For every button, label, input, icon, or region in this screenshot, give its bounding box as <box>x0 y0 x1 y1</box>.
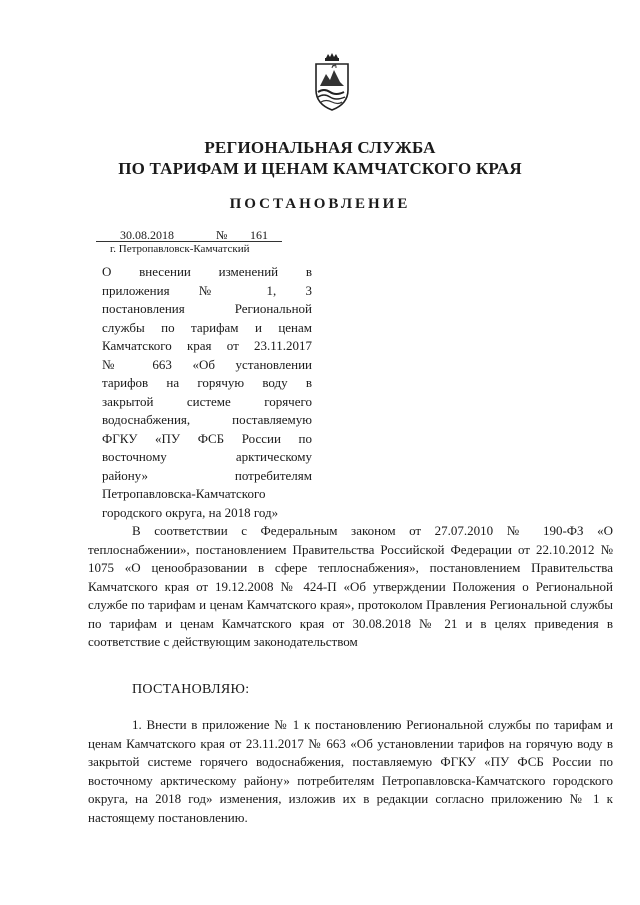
subject-line: постановления Региональной <box>102 301 312 316</box>
subject-line: району» потребителям <box>102 467 312 483</box>
subject-line: приложения № 1, 3 <box>102 282 312 298</box>
coat-of-arms-icon <box>312 52 352 112</box>
subject-line: № 663 «Об установлении <box>102 356 312 372</box>
subject-line: Камчатского края от 23.11.2017 <box>102 338 312 353</box>
document-date: 30.08.2018 <box>120 228 174 242</box>
decree-word: ПОСТАНОВЛЯЮ: <box>132 682 250 697</box>
date-underline <box>96 241 282 242</box>
subject-line: Петропавловска-Камчатского <box>102 486 266 501</box>
preamble-paragraph: В соответствии с Федеральным законом от 27.07.2010 № 190-ФЗ «О теплоснабжении», постановлением Правительства Российской Федерации от 22.10.2012 № 1075 «О ценообразовании в сфере теплоснабжения», постановлением Правительства Камчатского края от 19.12.2008 № 424-П «Об утверждении Положения о Региональной службе по тарифам и ценам Камчатского края», протоколом Правления Региональной службы по тарифам и ценам Камчатского края от 30.08.2018 № 21 и в целях приведения в соответствие с действующим законодательством <box>88 523 613 649</box>
subject-line: ФГКУ «ПУ ФСБ России по <box>102 430 312 446</box>
item-1-paragraph: 1. Внести в приложение № 1 к постановлению Региональной службы по тарифам и ценам Камчатского края от 23.11.2017 № 663 «Об установлении тарифов на горячую воду в закрытой системе горячего водоснабжения, поставляемую ФГКУ «ПУ ФСБ России по восточному арктическому району» потребителям Петропавловска-Камчатского городского округа, на 2018 год» изменения, изложив их в редакции согласно приложению № 1 к настоящему постановлению. <box>88 717 613 825</box>
document-city: г. Петропавловск-Камчатский <box>110 243 250 255</box>
document-type-title: ПОСТАНОВЛЕНИЕ <box>229 196 411 212</box>
subject-line: восточному арктическому <box>102 449 312 464</box>
subject-line: городского округа, на 2018 год» <box>102 504 279 520</box>
subject-line: закрытой системе горячего <box>102 393 312 409</box>
document-number-label: № <box>216 228 228 242</box>
document-number: 161 <box>250 228 268 242</box>
agency-name-line2: ПО ТАРИФАМ И ЦЕНАМ КАМЧАТСКОГО КРАЯ <box>118 159 522 178</box>
agency-name-line1: РЕГИОНАЛЬНАЯ СЛУЖБА <box>204 138 436 157</box>
document-subject <box>102 263 312 522</box>
subject-line: службы по тарифам и ценам <box>102 319 312 335</box>
subject-line: О внесении изменений в <box>102 264 312 279</box>
subject-line: тарифов на горячую воду в <box>102 375 312 390</box>
subject-line: водоснабжения, поставляемую <box>102 412 312 427</box>
